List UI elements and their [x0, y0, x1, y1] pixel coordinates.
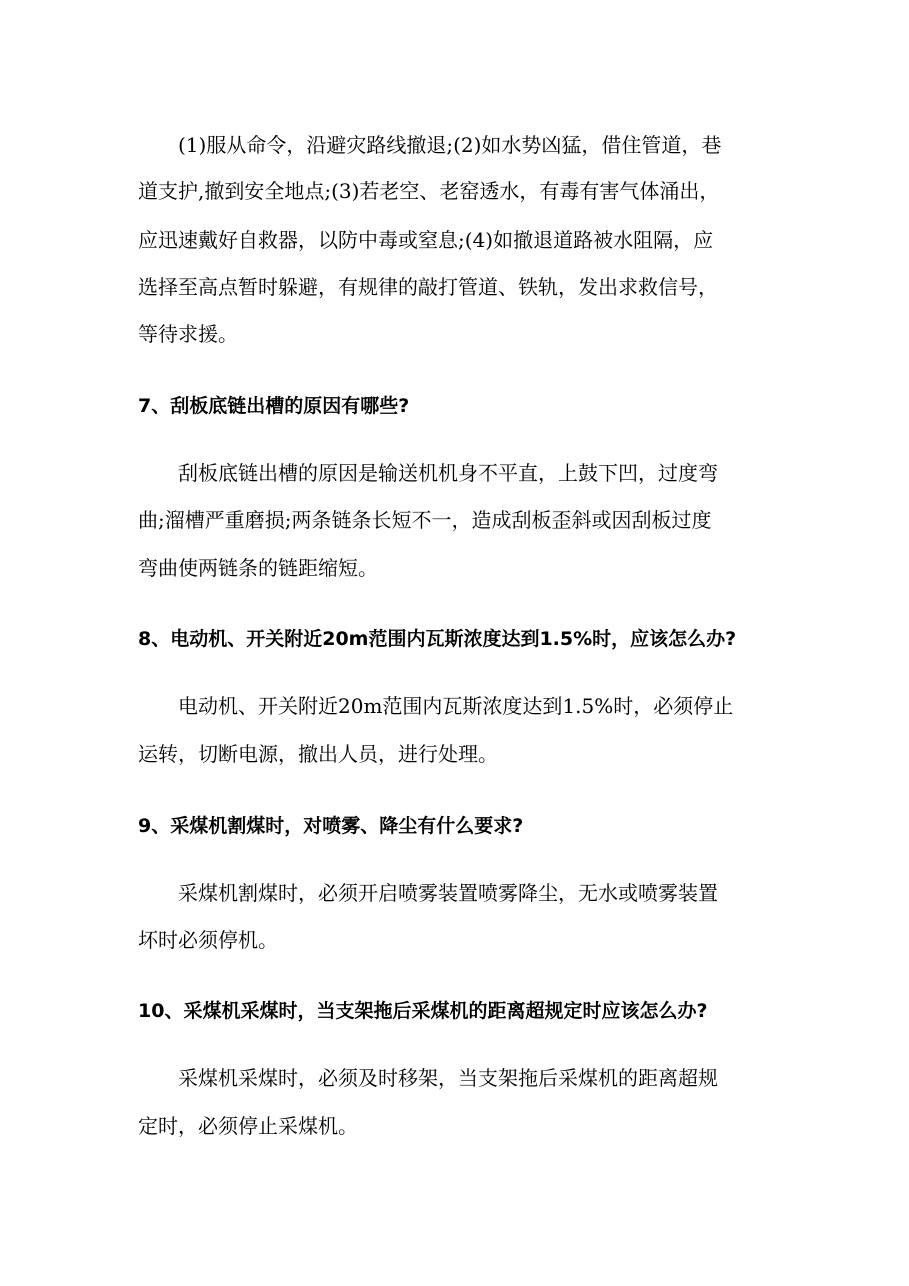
answer-line: 道支护,撤到安全地点;(3)若老空、老窑透水，有毒有害气体涌出，	[138, 179, 720, 203]
question-heading: 9、采煤机割煤时，对喷雾、降尘有什么要求?	[138, 815, 524, 837]
question-heading: 8、电动机、开关附近20m范围内瓦斯浓度达到1.5%时，应该怎么办?	[138, 628, 737, 650]
answer-line: 应迅速戴好自救器，以防中毒或窒息;(4)如撤退道路被水阻隔，应	[138, 228, 714, 252]
answer-line: 采煤机采煤时，必须及时移架，当支架拖后采煤机的距离超规	[178, 1066, 718, 1090]
answer-line: 坏时必须停机。	[138, 928, 278, 952]
answer-line: 电动机、开关附近20m范围内瓦斯浓度达到1.5%时，必须停止	[178, 694, 734, 718]
answer-line: 定时，必须停止采煤机。	[138, 1114, 358, 1138]
answer-line: 采煤机割煤时，必须开启喷雾装置喷雾降尘，无水或喷雾装置	[178, 881, 718, 905]
answer-line: 曲;溜槽严重磨损;两条链条长短不一，造成刮板歪斜或因刮板过度	[138, 508, 712, 532]
answer-line: 弯曲使两链条的链距缩短。	[138, 556, 378, 580]
answer-line: (1)服从命令，沿避灾路线撤退;(2)如水势凶猛，借住管道，巷	[178, 133, 722, 157]
question-heading: 10、采煤机采煤时，当支架拖后采煤机的距离超规定时应该怎么办?	[138, 1000, 708, 1022]
question-heading: 7、刮板底链出槽的原因有哪些?	[138, 395, 410, 417]
answer-line: 运转，切断电源，撤出人员，进行处理。	[138, 742, 498, 766]
answer-line: 选择至高点暂时躲避，有规律的敲打管道、铁轨，发出求救信号，	[138, 275, 718, 299]
answer-line: 刮板底链出槽的原因是输送机机身不平直，上鼓下凹，过度弯	[178, 461, 718, 485]
answer-line: 等待求援。	[138, 322, 238, 346]
